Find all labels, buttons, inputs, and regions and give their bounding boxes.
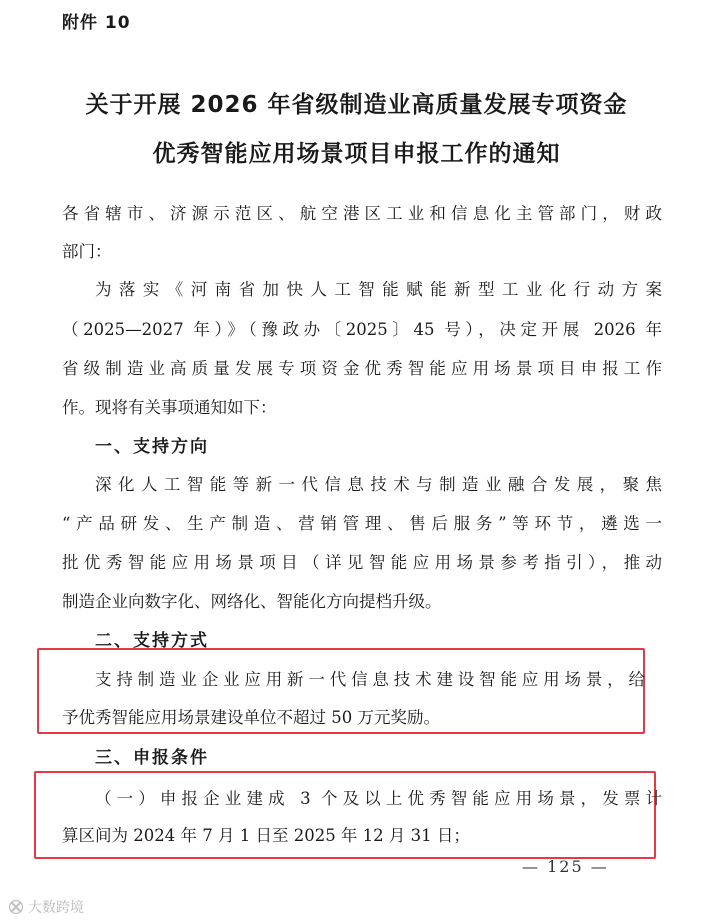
paragraph-4-line-2: 算区间为 2024 年 7 月 1 日至 2025 年 12 月 31 日； [62, 826, 470, 845]
section-heading-1: 一、支持方向 [95, 437, 209, 457]
watermark [8, 897, 84, 917]
paragraph-1-line-3: 省级制造业高质量发展专项资金优秀智能应用场景项目申报工作 [62, 359, 662, 378]
section-heading-3: 三、申报条件 [95, 748, 209, 768]
paragraph-2-line-3: 批优秀智能应用场景项目（详见智能应用场景参考指引），推动 [62, 553, 662, 572]
watermark-logo-icon [8, 899, 24, 915]
paragraph-2-line-4: 制造企业向数字化、网络化、智能化方向提档升级。 [62, 592, 442, 611]
paragraph-2-line-1: 深化人工智能等新一代信息技术与制造业融合发展，聚焦 [95, 475, 662, 494]
paragraph-1-line-4: 作。现将有关事项通知如下： [62, 398, 277, 417]
title-line-1: 关于开展 2026 年省级制造业高质量发展专项资金 [85, 92, 628, 118]
paragraph-1-line-1: 为落实《河南省加快人工智能赋能新型工业化行动方案 [95, 280, 662, 299]
watermark-text: 大数跨境 [28, 900, 84, 916]
attachment-label: 附件 10 [62, 13, 131, 33]
page-number: — 125 — [522, 857, 609, 876]
paragraph-2-line-2: “产品研发、生产制造、营销管理、售后服务”等环节，遴选一 [62, 514, 662, 533]
paragraph-3-line-1: 支持制造业企业应用新一代信息技术建设智能应用场景，给 [95, 670, 645, 689]
paragraph-1-line-2: （2025—2027 年）》（豫政办〔2025〕45 号），决定开展 2026 年 [62, 320, 662, 339]
salutation-line-2: 部门： [62, 242, 112, 261]
paragraph-3-line-2: 予优秀智能应用场景建设单位不超过 50 万元奖励。 [62, 708, 440, 727]
title-line-2: 优秀智能应用场景项目申报工作的通知 [152, 141, 561, 167]
paragraph-4-line-1: （一）申报企业建成 3 个及以上优秀智能应用场景，发票计 [95, 789, 662, 808]
section-heading-2: 二、支持方式 [95, 631, 209, 651]
salutation-line-1: 各省辖市、济源示范区、航空港区工业和信息化主管部门，财政 [62, 204, 662, 223]
